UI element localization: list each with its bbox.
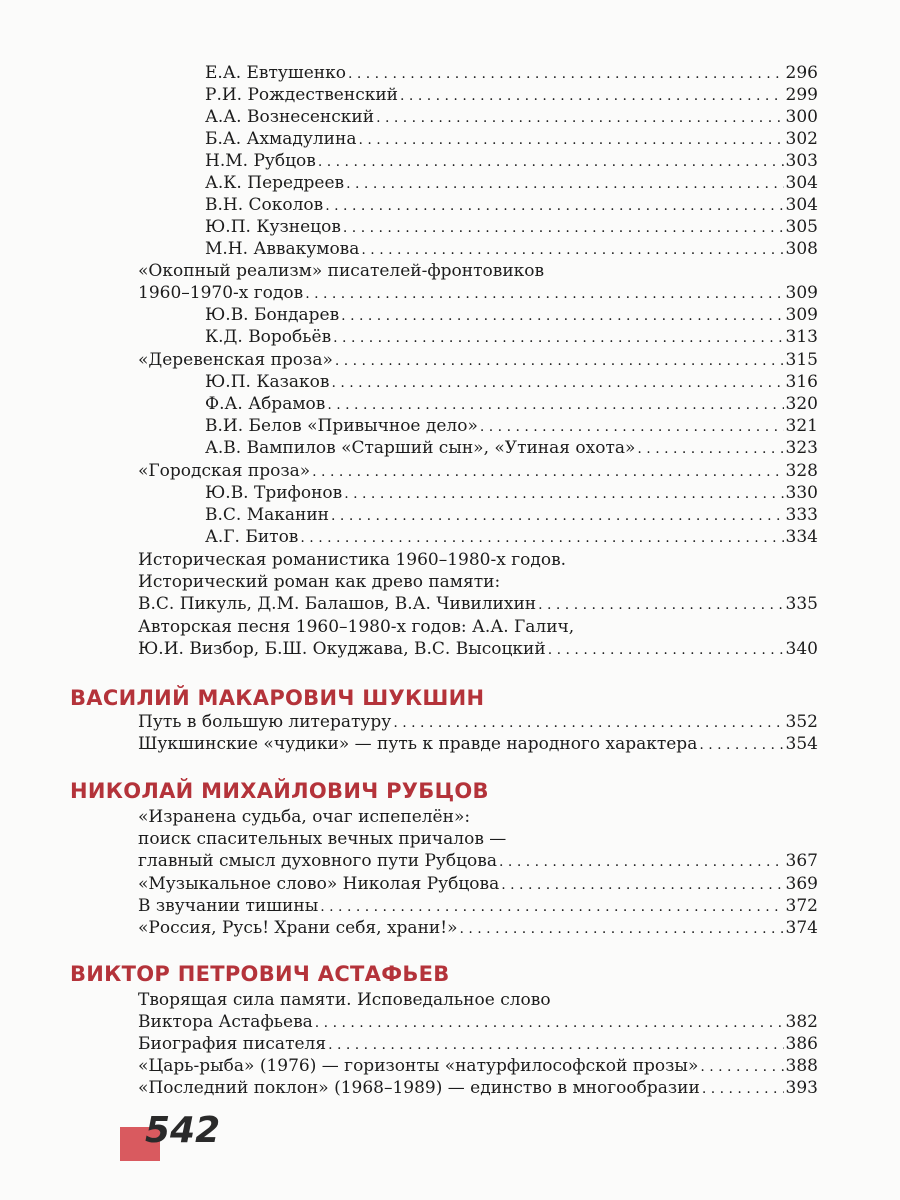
toc-page-number: 304 xyxy=(785,173,818,193)
toc-page-number: 316 xyxy=(785,372,818,392)
toc-entry xyxy=(205,238,818,260)
leader-dots xyxy=(346,172,783,195)
toc-entry-text: «Царь-рыба» (1976) — горизонты «натурфилософской прозы» xyxy=(138,1056,699,1076)
toc-entry-text: Ю.В. Трифонов xyxy=(205,483,343,503)
toc-entry xyxy=(138,733,818,755)
toc-page-number: 330 xyxy=(785,483,818,503)
toc-entry xyxy=(205,106,818,128)
toc-entry-text: Путь в большую литературу xyxy=(138,712,392,732)
leader-dots xyxy=(335,349,784,372)
toc-entry-text: Б.А. Ахмадулина xyxy=(205,129,357,149)
toc-entry-text: А.В. Вампилов «Старший сын», «Утиная охота» xyxy=(205,438,636,458)
leader-dots xyxy=(702,1077,784,1100)
toc-page-number: 300 xyxy=(785,107,818,127)
toc-entry-text: М.Н. Аввакумова xyxy=(205,239,360,259)
toc-entry-text: В.С. Маканин xyxy=(205,505,330,525)
toc-entry-text: Ю.П. Казаков xyxy=(205,372,330,392)
toc-entry-text: «Музыкальное слово» Николая Рубцова xyxy=(138,874,500,894)
toc-section-heading: Творящая сила памяти. Исповедальное слово xyxy=(138,990,551,1010)
toc-page-number: 382 xyxy=(785,1012,818,1032)
leader-dots xyxy=(393,711,783,734)
toc-page-number: 386 xyxy=(785,1034,818,1054)
toc-entry xyxy=(138,349,818,371)
toc-entry-text: Р.И. Рождественский xyxy=(205,85,399,105)
leader-dots xyxy=(327,393,783,416)
toc-entry-text: В.И. Белов «Привычное дело» xyxy=(205,416,478,436)
toc-entry-text: «Городская проза» xyxy=(138,461,311,481)
toc-entry xyxy=(205,194,818,216)
leader-dots xyxy=(341,304,783,327)
toc-page-number: 299 xyxy=(785,85,818,105)
toc-page-number: 388 xyxy=(785,1056,818,1076)
leader-dots xyxy=(499,850,784,873)
leader-dots xyxy=(344,482,783,505)
chapter-title-astafiev: ВИКТОР ПЕТРОВИЧ АСТАФЬЕВ xyxy=(70,962,450,986)
toc-entry-text: В.С. Пикуль, Д.М. Балашов, В.А. Чивилихин xyxy=(138,594,537,614)
leader-dots xyxy=(501,873,783,896)
toc-entry xyxy=(205,437,818,459)
toc-section-heading: Историческая романистика 1960–1980-х годов. xyxy=(138,550,567,570)
toc-entry xyxy=(205,371,818,393)
toc-page-number: 305 xyxy=(785,217,818,237)
toc-page-number: 393 xyxy=(785,1078,818,1098)
page-number: 542 xyxy=(145,1110,221,1151)
leader-dots xyxy=(699,733,783,756)
toc-page-number: 328 xyxy=(785,461,818,481)
leader-dots xyxy=(305,282,783,305)
toc-page-number: 372 xyxy=(785,896,818,916)
toc-entry xyxy=(138,711,818,733)
toc-page-number: 320 xyxy=(785,394,818,414)
leader-dots xyxy=(315,1011,784,1034)
leader-dots xyxy=(320,895,783,918)
toc-entry-text: главный смысл духовного пути Рубцова xyxy=(138,851,498,871)
toc-entry xyxy=(205,482,818,504)
toc-entry xyxy=(138,895,818,917)
toc-page-number: 367 xyxy=(785,851,818,871)
chapter-title-rubtsov: НИКОЛАЙ МИХАЙЛОВИЧ РУБЦОВ xyxy=(70,779,489,803)
toc-page-number: 340 xyxy=(785,639,818,659)
toc-page-number: 303 xyxy=(785,151,818,171)
toc-entry xyxy=(138,593,818,615)
toc-entry xyxy=(138,282,818,304)
toc-page-number: 302 xyxy=(785,129,818,149)
leader-dots xyxy=(343,216,784,239)
toc-section-heading: «Изранена судьба, очаг испепелён»: xyxy=(138,807,471,827)
toc-page-number: 334 xyxy=(785,527,818,547)
toc-entry xyxy=(138,1055,818,1077)
toc-entry xyxy=(205,62,818,84)
leader-dots xyxy=(700,1055,783,1078)
toc-entry-text: «Деревенская проза» xyxy=(138,350,333,370)
toc-entry-text: К.Д. Воробьёв xyxy=(205,327,332,347)
toc-entry xyxy=(205,326,818,348)
leader-dots xyxy=(348,62,784,85)
toc-entry-text: Виктора Астафьева xyxy=(138,1012,313,1032)
toc-entry xyxy=(205,526,818,548)
toc-page-number: 321 xyxy=(785,416,818,436)
toc-page-number: 296 xyxy=(785,63,818,83)
toc-page-number: 323 xyxy=(785,438,818,458)
toc-entry xyxy=(205,393,818,415)
toc-entry-text: В звучании тишины xyxy=(138,896,319,916)
toc-entry-text: А.Г. Битов xyxy=(205,527,299,547)
toc-entry xyxy=(205,415,818,437)
leader-dots xyxy=(331,504,784,527)
toc-section-heading: «Окопный реализм» писателей-фронтовиков xyxy=(138,261,545,281)
toc-entry-text: 1960–1970-х годов xyxy=(138,283,304,303)
toc-entry xyxy=(138,460,818,482)
leader-dots xyxy=(328,1033,783,1056)
leader-dots xyxy=(300,526,783,549)
leader-dots xyxy=(361,238,783,261)
toc-section-heading: поиск спасительных вечных причалов — xyxy=(138,829,507,849)
toc-entry xyxy=(205,172,818,194)
toc-section-heading: Исторический роман как древо памяти: xyxy=(138,572,501,592)
leader-dots xyxy=(376,106,783,129)
chapter-title-shukshin: ВАСИЛИЙ МАКАРОВИЧ ШУКШИН xyxy=(70,686,485,710)
toc-entry-text: «Россия, Русь! Храни себя, храни!» xyxy=(138,918,458,938)
toc-entry-text: Ю.В. Бондарев xyxy=(205,305,340,325)
toc-entry xyxy=(138,873,818,895)
leader-dots xyxy=(358,128,783,151)
toc-entry xyxy=(138,917,818,939)
toc-entry xyxy=(138,1077,818,1099)
leader-dots xyxy=(480,415,784,438)
leader-dots xyxy=(318,150,784,173)
toc-page-number: 335 xyxy=(785,594,818,614)
toc-entry xyxy=(205,128,818,150)
toc-entry xyxy=(138,1011,818,1033)
toc-entry xyxy=(138,850,818,872)
leader-dots xyxy=(637,437,783,460)
toc-page-number: 308 xyxy=(785,239,818,259)
toc-section-heading: Авторская песня 1960–1980-х годов: А.А. Галич, xyxy=(138,617,575,637)
leader-dots xyxy=(400,84,784,107)
toc-entry-text: Н.М. Рубцов xyxy=(205,151,316,171)
toc-entry xyxy=(205,216,818,238)
leader-dots xyxy=(325,194,783,217)
toc-entry xyxy=(205,504,818,526)
toc-page-number: 304 xyxy=(785,195,818,215)
toc-entry-text: В.Н. Соколов xyxy=(205,195,324,215)
toc-page-number: 309 xyxy=(785,283,818,303)
toc-page-number: 313 xyxy=(785,327,818,347)
toc-entry-text: «Последний поклон» (1968–1989) — единство в многообразии xyxy=(138,1078,700,1098)
leader-dots xyxy=(312,460,783,483)
toc-entry-text: Биография писателя xyxy=(138,1034,327,1054)
leader-dots xyxy=(331,371,783,394)
toc-entry-text: А.К. Передреев xyxy=(205,173,345,193)
toc-entry-text: Ф.А. Абрамов xyxy=(205,394,326,414)
toc-entry-text: Е.А. Евтушенко xyxy=(205,63,346,83)
toc-page-number: 309 xyxy=(785,305,818,325)
toc-entry-text: А.А. Вознесенский xyxy=(205,107,375,127)
toc-page-number: 352 xyxy=(785,712,818,732)
toc-entry-text: Ю.П. Кузнецов xyxy=(205,217,341,237)
toc-page-number: 374 xyxy=(785,918,818,938)
toc-entry xyxy=(138,1033,818,1055)
toc-entry xyxy=(205,304,818,326)
leader-dots xyxy=(333,326,783,349)
toc-entry xyxy=(205,150,818,172)
leader-dots xyxy=(538,593,783,616)
leader-dots xyxy=(459,917,783,940)
toc-entry xyxy=(205,84,818,106)
leader-dots xyxy=(548,638,784,661)
toc-entry-text: Ю.И. Визбор, Б.Ш. Окуджава, В.С. Высоцкий xyxy=(138,639,546,659)
toc-page-number: 315 xyxy=(785,350,818,370)
toc-page-number: 354 xyxy=(785,734,818,754)
toc-entry xyxy=(138,638,818,660)
toc-page-number: 333 xyxy=(785,505,818,525)
toc-entry-text: Шукшинские «чудики» — путь к правде народного характера xyxy=(138,734,698,754)
toc-page-number: 369 xyxy=(785,874,818,894)
